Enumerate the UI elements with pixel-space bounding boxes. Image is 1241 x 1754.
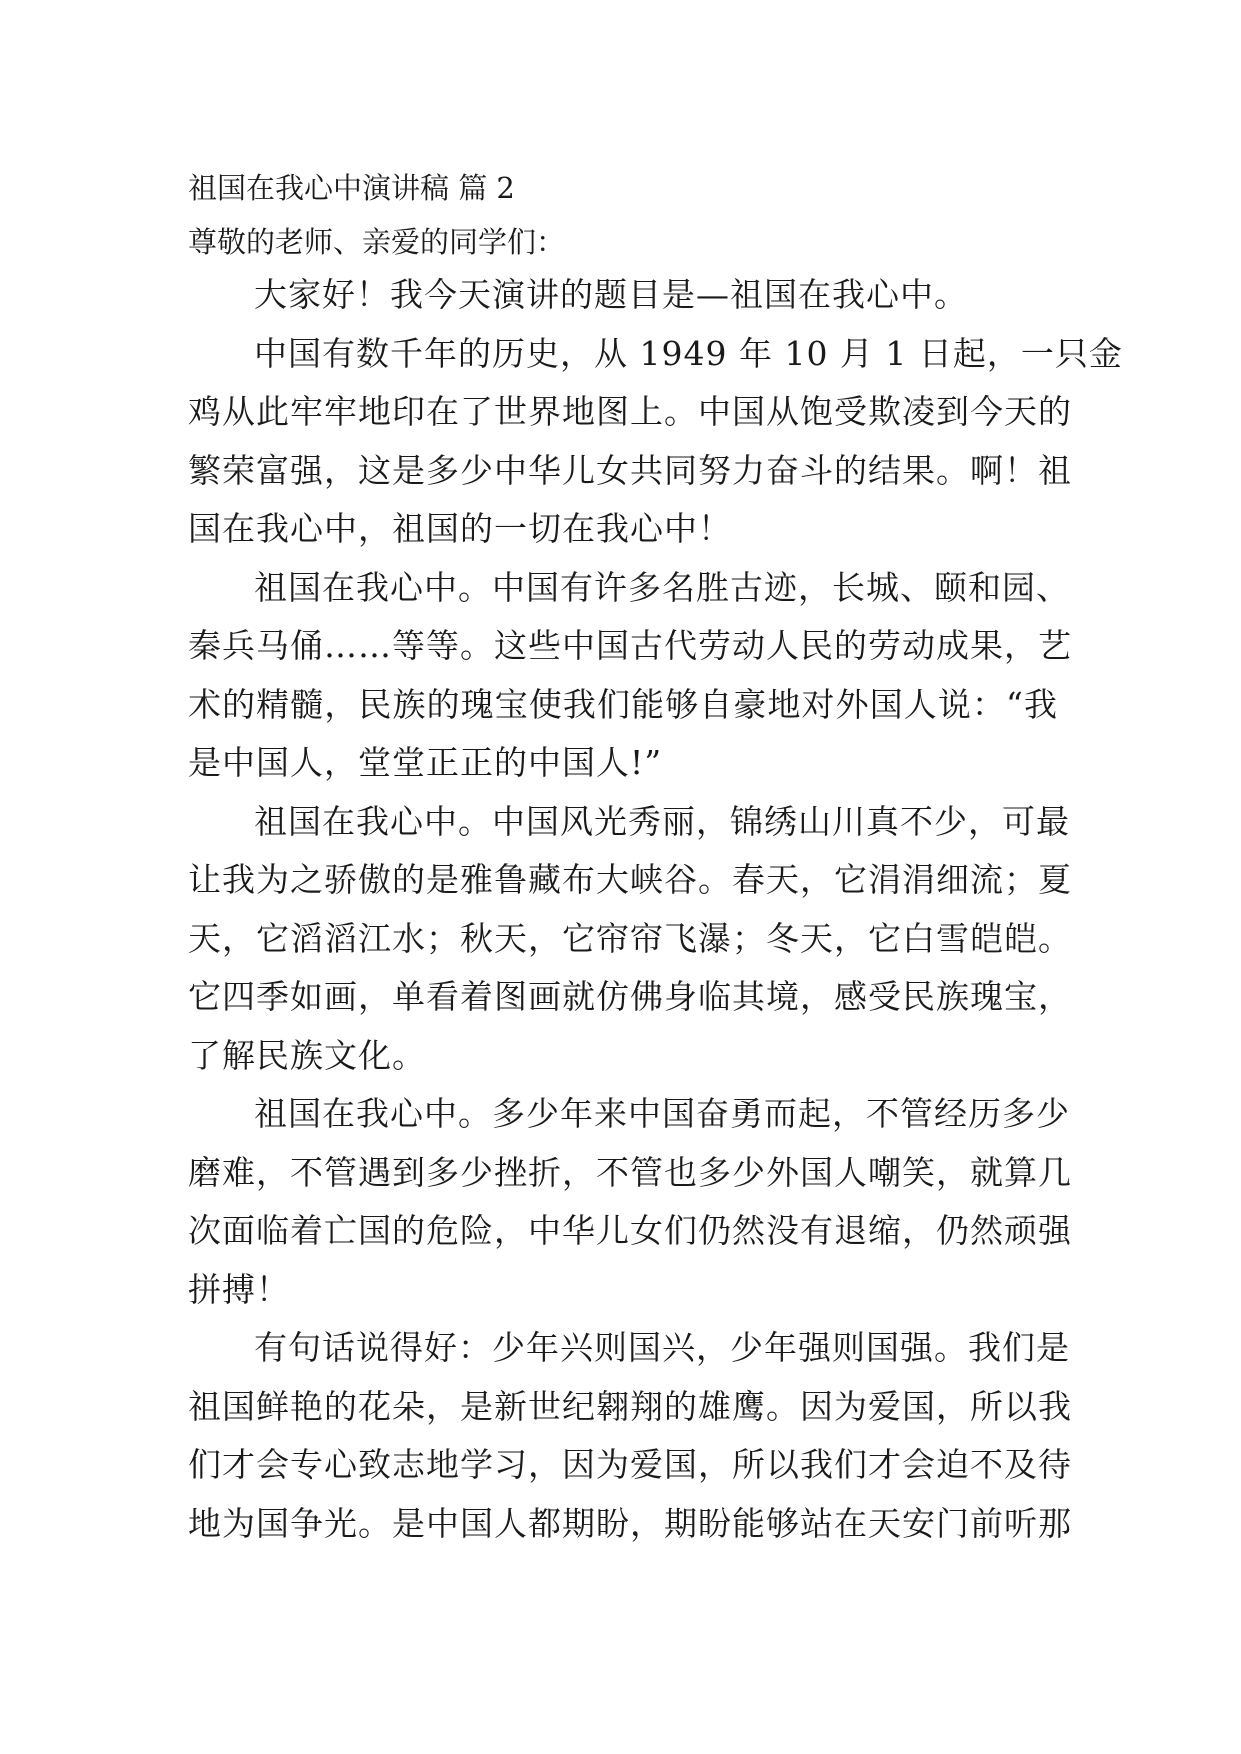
- paragraph-2-line-4: 国在我心中，祖国的一切在我心中！: [188, 509, 732, 548]
- paragraph-5-line-1: 祖国在我心中。多少年来中国奋勇而起，不管经历多少: [254, 1094, 1070, 1133]
- paragraph-4-line-4: 它四季如画，单看着图画就仿佛身临其境，感受民族瑰宝，: [188, 977, 1072, 1016]
- paragraph-1-line-1: 大家好！我今天演讲的题目是—祖国在我心中。: [254, 275, 968, 314]
- paragraph-6-line-4: 地为国争光。是中国人都期盼，期盼能够站在天安门前听那: [188, 1504, 1072, 1543]
- paragraph-3-line-1: 祖国在我心中。中国有许多名胜古迹，长城、颐和园、: [254, 568, 1070, 607]
- paragraph-4-line-3: 天，它滔滔江水；秋天，它帘帘飞瀑；冬天，它白雪皑皑。: [188, 919, 1072, 958]
- paragraph-6-line-2: 祖国鲜艳的花朵，是新世纪翱翔的雄鹰。因为爱国，所以我: [188, 1387, 1072, 1426]
- paragraph-4-line-2: 让我为之骄傲的是雅鲁藏布大峡谷。春天，它涓涓细流；夏: [188, 860, 1072, 899]
- paragraph-6-line-3: 们才会专心致志地学习，因为爱国，所以我们才会迫不及待: [188, 1445, 1072, 1484]
- paragraph-5-line-3: 次面临着亡国的危险，中华儿女们仍然没有退缩，仍然顽强: [188, 1211, 1072, 1250]
- paragraph-5-line-2: 磨难，不管遇到多少挫折，不管也多少外国人嘲笑，就算几: [188, 1153, 1072, 1192]
- document-title: 祖国在我心中演讲稿 篇 2: [188, 171, 515, 205]
- paragraph-6-line-1: 有句话说得好：少年兴则国兴，少年强则国强。我们是: [254, 1328, 1070, 1367]
- paragraph-3-line-4: 是中国人，堂堂正正的中国人!”: [188, 743, 663, 782]
- paragraph-2-line-3: 繁荣富强，这是多少中华儿女共同努力奋斗的结果。啊！祖: [188, 451, 1072, 490]
- paragraph-4-line-1: 祖国在我心中。中国风光秀丽，锦绣山川真不少，可最: [254, 802, 1070, 841]
- paragraph-2-line-2: 鸡从此牢牢地印在了世界地图上。中国从饱受欺凌到今天的: [188, 392, 1072, 431]
- paragraph-2-line-1: 中国有数千年的历史，从 1949 年 10 月 1 日起，一只金: [254, 334, 1123, 373]
- paragraph-4-line-5: 了解民族文化。: [188, 1036, 426, 1075]
- paragraph-3-line-3: 术的精髓，民族的瑰宝使我们能够自豪地对外国人说：“我: [188, 685, 1058, 724]
- paragraph-3-line-2: 秦兵马俑……等等。这些中国古代劳动人民的劳动成果，艺: [188, 626, 1072, 665]
- salutation: 尊敬的老师、亲爱的同学们：: [188, 225, 566, 259]
- paragraph-5-line-4: 拼搏！: [188, 1270, 290, 1309]
